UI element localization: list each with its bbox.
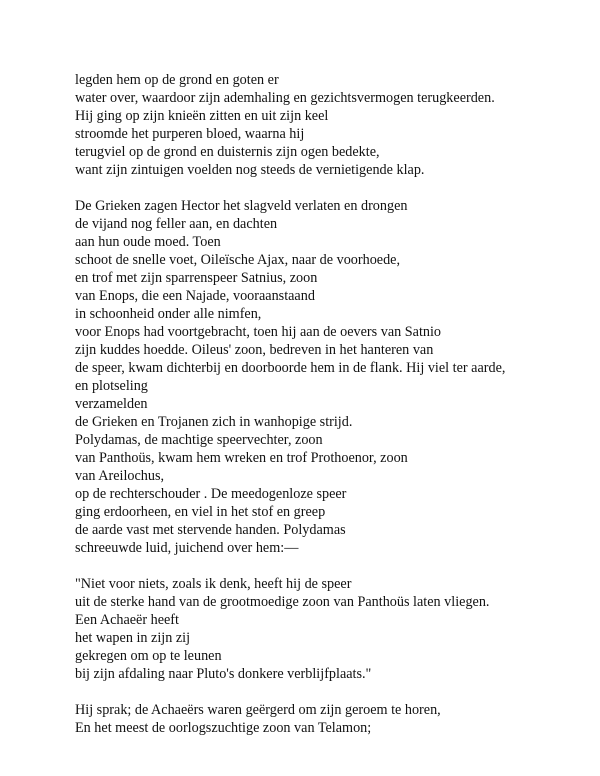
text-line: op de rechterschouder . De meedogenloze speer bbox=[75, 486, 347, 502]
text-line: de Grieken en Trojanen zich in wanhopige strijd. bbox=[75, 414, 353, 430]
text-line: voor Enops had voortgebracht, toen hij aan de oevers van Satnio bbox=[75, 324, 442, 340]
text-line: Hij sprak; de Achaeërs waren geërgerd om zijn geroem te horen, bbox=[75, 702, 441, 718]
text-line: bij zijn afdaling naar Pluto's donkere verblijfplaats." bbox=[75, 666, 372, 682]
text-line: legden hem op de grond en goten er bbox=[75, 72, 279, 88]
text-line: in schoonheid onder alle nimfen, bbox=[75, 306, 262, 322]
text-line: De Grieken zagen Hector het slagveld verlaten en drongen bbox=[75, 198, 408, 214]
text-line: van Panthoüs, kwam hem wreken en trof Prothoenor, zoon bbox=[75, 450, 408, 466]
text-line: ging erdoorheen, en viel in het stof en greep bbox=[75, 504, 326, 520]
text-line: aan hun oude moed. Toen bbox=[75, 234, 221, 250]
text-line: het wapen in zijn zij bbox=[75, 630, 191, 646]
text-line: Polydamas, de machtige speervechter, zoon bbox=[75, 432, 323, 448]
paragraph-1 bbox=[75, 71, 585, 179]
text-line: en trof met zijn sparrenspeer Satnius, zoon bbox=[75, 270, 318, 286]
text-line: verzamelden bbox=[75, 396, 148, 412]
paragraph-4 bbox=[75, 701, 585, 737]
text-line: van Enops, die een Najade, vooraanstaand bbox=[75, 288, 315, 304]
paragraph-3 bbox=[75, 575, 585, 683]
document-page bbox=[75, 71, 585, 755]
text-line: "Niet voor niets, zoals ik denk, heeft hij de speer bbox=[75, 576, 352, 592]
text-line: water over, waardoor zijn ademhaling en gezichtsvermogen terugkeerden. bbox=[75, 90, 495, 106]
text-line: van Areilochus, bbox=[75, 468, 165, 484]
text-line: en plotseling bbox=[75, 378, 148, 394]
text-line: schoot de snelle voet, Oileïsche Ajax, naar de voorhoede, bbox=[75, 252, 401, 268]
text-line: En het meest de oorlogszuchtige zoon van Telamon; bbox=[75, 720, 372, 736]
text-line: stroomde het purperen bloed, waarna hij bbox=[75, 126, 305, 142]
text-line: zijn kuddes hoedde. Oileus' zoon, bedreven in het hanteren van bbox=[75, 342, 434, 358]
text-line: de vijand nog feller aan, en dachten bbox=[75, 216, 278, 232]
text-line: want zijn zintuigen voelden nog steeds de vernietigende klap. bbox=[75, 162, 425, 178]
text-line: schreeuwde luid, juichend over hem:— bbox=[75, 540, 299, 556]
text-line: Hij ging op zijn knieën zitten en uit zijn keel bbox=[75, 108, 329, 124]
text-line: de aarde vast met stervende handen. Polydamas bbox=[75, 522, 346, 538]
paragraph-2 bbox=[75, 197, 585, 557]
text-line: de speer, kwam dichterbij en doorboorde hem in de flank. Hij viel ter aarde, bbox=[75, 360, 506, 376]
text-line: gekregen om op te leunen bbox=[75, 648, 222, 664]
text-line: Een Achaeër heeft bbox=[75, 612, 179, 628]
text-line: uit de sterke hand van de grootmoedige zoon van Panthoüs laten vliegen. bbox=[75, 594, 490, 610]
text-line: terugviel op de grond en duisternis zijn ogen bedekte, bbox=[75, 144, 380, 160]
